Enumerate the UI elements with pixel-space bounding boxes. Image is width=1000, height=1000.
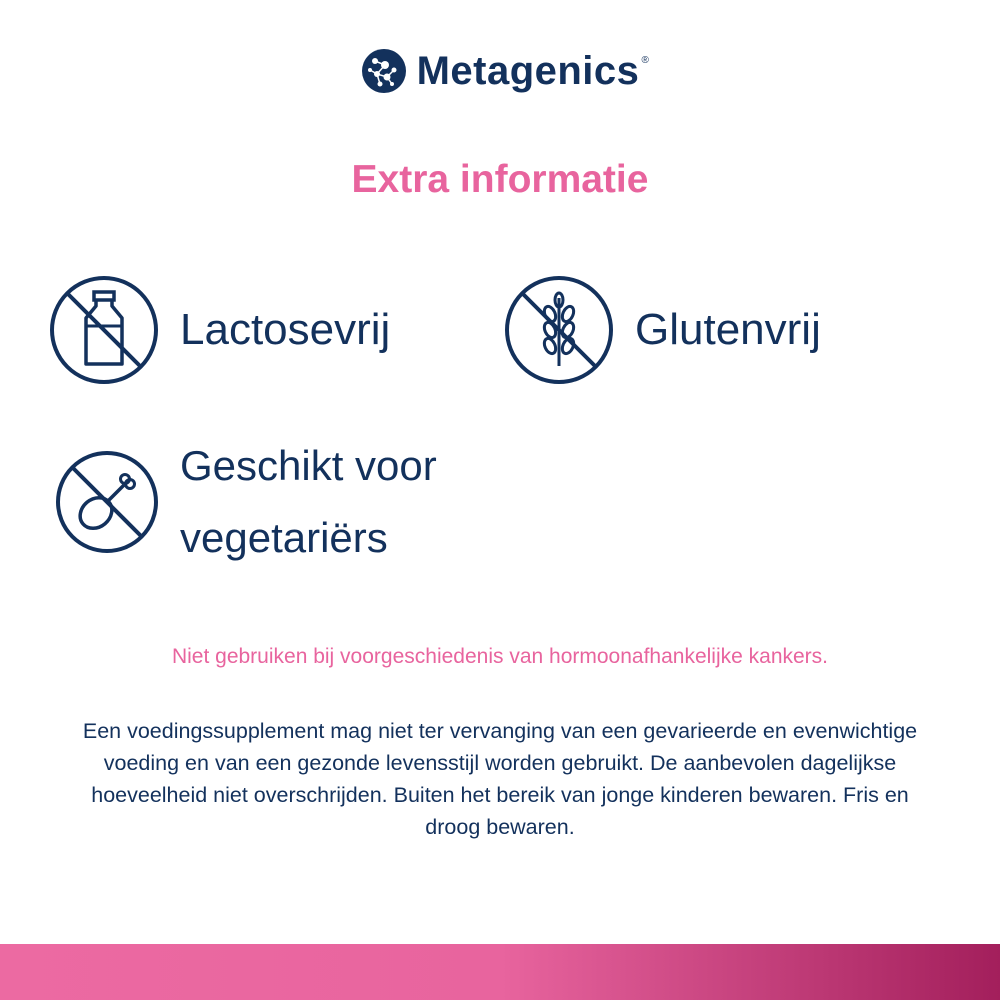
feature-label-vegetarian (180, 430, 437, 574)
brand-name (416, 48, 650, 94)
brand-logo (0, 48, 1000, 94)
feature-vegetarian (54, 430, 437, 574)
warning-text: Niet gebruiken bij voorgeschiedenis van hormoonafhankelijke kankers. (171, 645, 829, 668)
page-title: Extra informatie (351, 158, 649, 201)
feature-label-vegetarian-line1: Geschikt voor (180, 442, 437, 489)
feature-label-vegetarian-line2: vegetariërs (180, 514, 388, 561)
metagenics-logo-icon (361, 48, 407, 94)
no-meat-icon (54, 449, 160, 555)
no-wheat-icon (503, 274, 615, 386)
feature-gluten-free (503, 274, 821, 386)
feature-lactose-free (48, 274, 390, 386)
footer-gradient-bar (0, 944, 1000, 1000)
no-milk-bottle-icon (48, 274, 160, 386)
disclaimer-text: Een voedingssupplement mag niet ter vervanging van een gevarieerde en evenwichtige voeding en van een gezonde levensstijl worden gebruikt. De aanbevolen dagelijkse hoeveelheid niet overschrijden. Buiten het bereik van jonge kinderen bewaren. Fris en droog bewaren. (82, 719, 918, 839)
brand-name-text: Metagenics (416, 48, 640, 93)
feature-label-lactose: Lactosevrij (180, 304, 391, 354)
feature-label-gluten: Glutenvrij (635, 304, 821, 354)
registered-mark: ® (641, 54, 650, 66)
